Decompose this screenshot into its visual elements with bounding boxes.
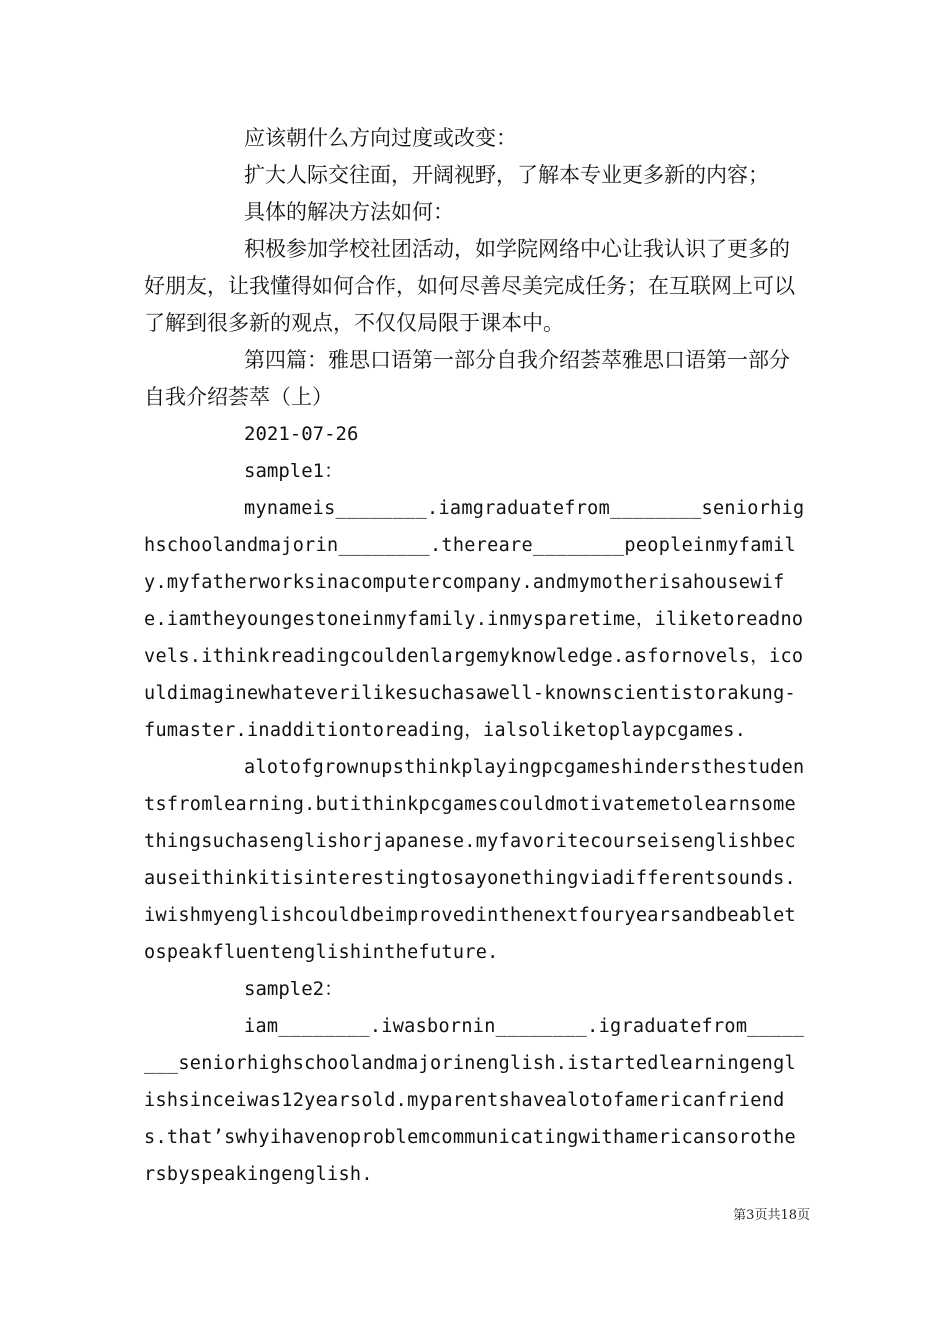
section-heading: 第四篇：雅思口语第一部分自我介绍荟萃雅思口语第一部分自我介绍荟萃（上） [144, 348, 790, 409]
sample1-paragraph-1: mynameis________.iamgraduatefrom________seniorhighschoolandmajorin________.thereare________peopleinmyfamily.myfatherworksinacomputercompany.andmymotherisahousewife.iamtheyoungestoneinmyfamily.inmysparetime，iliketoreadnovels.ithinkreadingcouldenlargemyknowledge.asfornovels，icouldimaginewhateverilikesuchasawell-knownscientistorakung-fumaster.inadditiontoreading，ialsoliketoplaypcgames. [144, 498, 805, 741]
paragraph-method: 具体的解决方法如何： [244, 200, 454, 224]
sample1-label: sample1： [244, 460, 344, 482]
paragraph-activities: 积极参加学校社团活动，如学院网络中心让我认识了更多的好朋友，让我懂得如何合作，如何尽善尽美完成任务；在互联网上可以了解到很多新的观点，不仅仅局限于课本中。 [144, 237, 795, 335]
sample2-label: sample2： [244, 978, 344, 1000]
page-number: 第3页共18页 [733, 1208, 810, 1223]
document-body [144, 120, 806, 1193]
paragraph-direction: 应该朝什么方向过度或改变： [244, 126, 517, 150]
sample1-paragraph-2: alotofgrownupsthinkplayingpcgameshindersthestudentsfromlearning.butithinkpcgamescouldmotivatemetolearnsomethingsuchasenglishorjapanese.myfavoritecourseisenglishbecauseithinkitisinterestingtosayonethingviadifferentsounds.iwishmyenglishcouldbeimprovedinthenextfouryearsandbeabletospeakfluentenglishinthefuture. [144, 757, 805, 963]
date-line: 2021-07-26 [244, 423, 359, 445]
paragraph-expand: 扩大人际交往面，开阔视野，了解本专业更多新的内容； [244, 163, 769, 187]
sample2-paragraph: iam________.iwasbornin________.igraduatefrom________seniorhighschoolandmajorinenglish.istartedlearningenglishsinceiwas12yearsold.myparentshavealotofamericanfriends.that’swhyihavenoproblemcommunicatingwithamericansorothersbyspeakingenglish. [144, 1016, 805, 1185]
